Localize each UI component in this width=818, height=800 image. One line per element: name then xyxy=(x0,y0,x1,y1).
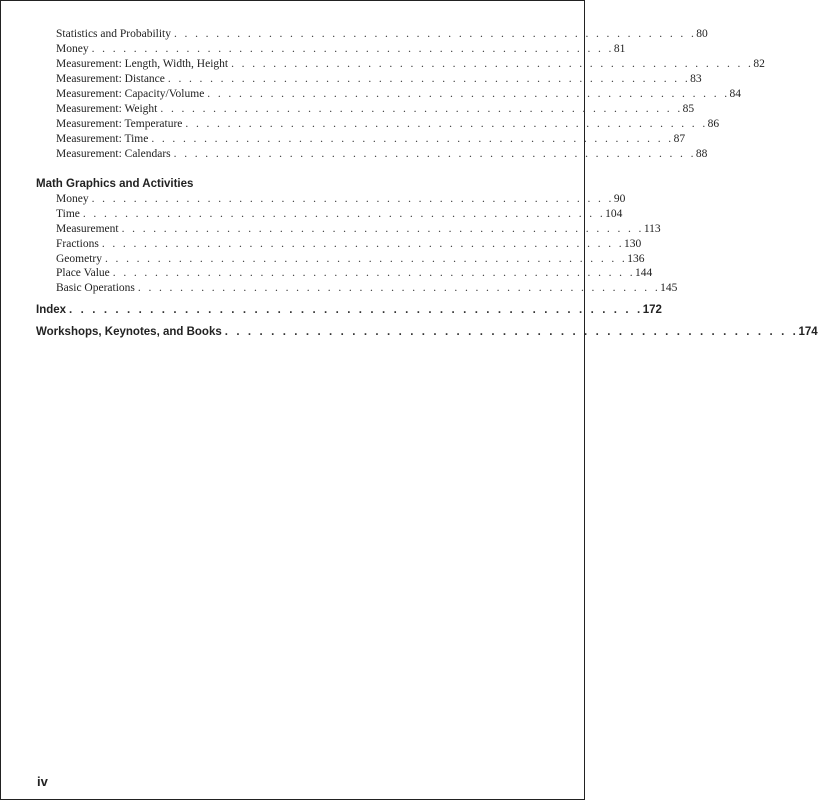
dot-leader: . . . . . . . . . . . . . . . . . . . . . . . . . . . . . . . . . . . . . . . . . . . . . . . . . . xyxy=(173,148,696,160)
toc-entry xyxy=(56,58,765,72)
toc-entry xyxy=(56,73,702,87)
toc-entry-label: Basic Operations xyxy=(56,282,135,294)
toc-entry-page: 84 xyxy=(729,88,742,100)
toc-main-entry xyxy=(36,326,818,340)
dot-leader: . . . . . . . . . . . . . . . . . . . . . . . . . . . . . . . . . . . . . . . . . . . . . . . . . . xyxy=(160,103,683,115)
dot-leader: . . . . . . . . . . . . . . . . . . . . . . . . . . . . . . . . . . . . . . . . . . . . . . . . . . xyxy=(224,326,799,338)
dot-leader: . . . . . . . . . . . . . . . . . . . . . . . . . . . . . . . . . . . . . . . . . . . . . . . . . . xyxy=(112,267,635,279)
toc-entry-label: Geometry xyxy=(56,253,102,265)
toc-entry-label: Money xyxy=(56,193,89,205)
toc-entry-label: Measurement: Capacity/Volume xyxy=(56,88,205,100)
toc-entry-page: 83 xyxy=(690,73,702,85)
toc-entry xyxy=(56,148,708,162)
toc-entry xyxy=(56,43,626,57)
toc-main-entry-label: Workshops, Keynotes, and Books xyxy=(36,326,222,338)
dot-leader: . . . . . . . . . . . . . . . . . . . . . . . . . . . . . . . . . . . . . . . . . . . . . . . . . . xyxy=(91,193,614,205)
toc-entry-page: 144 xyxy=(635,267,653,279)
dot-leader: . . . . . . . . . . . . . . . . . . . . . . . . . . . . . . . . . . . . . . . . . . . . . . . . . . xyxy=(121,223,644,235)
toc-entry xyxy=(56,223,661,237)
dot-leader: . . . . . . . . . . . . . . . . . . . . . . . . . . . . . . . . . . . . . . . . . . . . . . . . . . xyxy=(137,282,661,294)
toc-entry-page: 86 xyxy=(707,118,720,130)
dot-leader: . . . . . . . . . . . . . . . . . . . . . . . . . . . . . . . . . . . . . . . . . . . . . . . . . . xyxy=(185,118,708,130)
dot-leader: . . . . . . . . . . . . . . . . . . . . . . . . . . . . . . . . . . . . . . . . . . . . . . . . . . xyxy=(101,238,625,250)
toc-entry-page: 130 xyxy=(624,238,642,250)
toc-entry-page: 90 xyxy=(613,193,626,205)
toc-entry-label: Fractions xyxy=(56,238,99,250)
toc-entry-page: 87 xyxy=(673,133,686,145)
toc-entry xyxy=(56,103,695,117)
dot-leader: . . . . . . . . . . . . . . . . . . . . . . . . . . . . . . . . . . . . . . . . . . . . . . . . . . xyxy=(174,28,697,40)
toc-entry xyxy=(56,28,708,42)
toc-entry-label: Measurement: Time xyxy=(56,133,149,145)
toc-entry xyxy=(56,238,642,252)
toc-entry xyxy=(56,88,742,102)
page-number: iv xyxy=(37,774,48,789)
toc-entry-page: 81 xyxy=(613,43,626,55)
toc-entry xyxy=(56,133,686,147)
toc-main-entry-label: Index xyxy=(36,304,67,316)
toc-main-entry-page: 174 xyxy=(798,326,818,338)
toc-entry xyxy=(56,193,626,207)
toc-entry-page: 136 xyxy=(627,253,645,265)
toc-entry xyxy=(56,282,678,296)
toc-entry-page: 104 xyxy=(605,208,623,220)
toc-entry-page: 145 xyxy=(660,282,678,294)
toc-entry-label: Measurement xyxy=(56,223,119,235)
dot-leader: . . . . . . . . . . . . . . . . . . . . . . . . . . . . . . . . . . . . . . . . . . . . . . . . . . xyxy=(151,133,674,145)
dot-leader: . . . . . . . . . . . . . . . . . . . . . . . . . . . . . . . . . . . . . . . . . . . . . . . . . . xyxy=(104,253,628,265)
toc-entry xyxy=(56,267,653,281)
toc-entry-label: Statistics and Probability xyxy=(56,28,171,40)
toc-entry-page: 85 xyxy=(682,103,695,115)
toc-entry-label: Time xyxy=(56,208,80,220)
toc-entry-page: 113 xyxy=(643,223,661,235)
toc-entry xyxy=(56,208,623,222)
toc-entry xyxy=(56,118,720,132)
toc-entry-label: Measurement: Distance xyxy=(56,73,165,85)
section-heading: Math Graphics and Activities xyxy=(36,178,194,190)
toc-entry-page: 80 xyxy=(696,28,708,40)
dot-leader: . . . . . . . . . . . . . . . . . . . . . . . . . . . . . . . . . . . . . . . . . . . . . . . . . . xyxy=(91,43,614,55)
toc-entry-label: Measurement: Calendars xyxy=(56,148,171,160)
toc-entry-label: Measurement: Weight xyxy=(56,103,158,115)
dot-leader: . . . . . . . . . . . . . . . . . . . . . . . . . . . . . . . . . . . . . . . . . . . . . . . . . . xyxy=(69,304,643,316)
dot-leader: . . . . . . . . . . . . . . . . . . . . . . . . . . . . . . . . . . . . . . . . . . . . . . . . . . xyxy=(82,208,606,220)
dot-leader: . . . . . . . . . . . . . . . . . . . . . . . . . . . . . . . . . . . . . . . . . . . . . . . . . . xyxy=(167,73,691,85)
toc-main-entry xyxy=(36,304,662,318)
dot-leader: . . . . . . . . . . . . . . . . . . . . . . . . . . . . . . . . . . . . . . . . . . . . . . . . . . xyxy=(207,88,730,100)
toc-main-entry-page: 172 xyxy=(642,304,662,316)
toc-entry-label: Measurement: Length, Width, Height xyxy=(56,58,229,70)
toc-entry-label: Measurement: Temperature xyxy=(56,118,183,130)
toc-entry-label: Money xyxy=(56,43,89,55)
toc-entry xyxy=(56,253,645,267)
dot-leader: . . . . . . . . . . . . . . . . . . . . . . . . . . . . . . . . . . . . . . . . . . . . . . . . . . xyxy=(231,58,754,70)
toc-entry-page: 82 xyxy=(753,58,765,70)
toc-entry-page: 88 xyxy=(695,148,708,160)
toc-entry-label: Place Value xyxy=(56,267,110,279)
